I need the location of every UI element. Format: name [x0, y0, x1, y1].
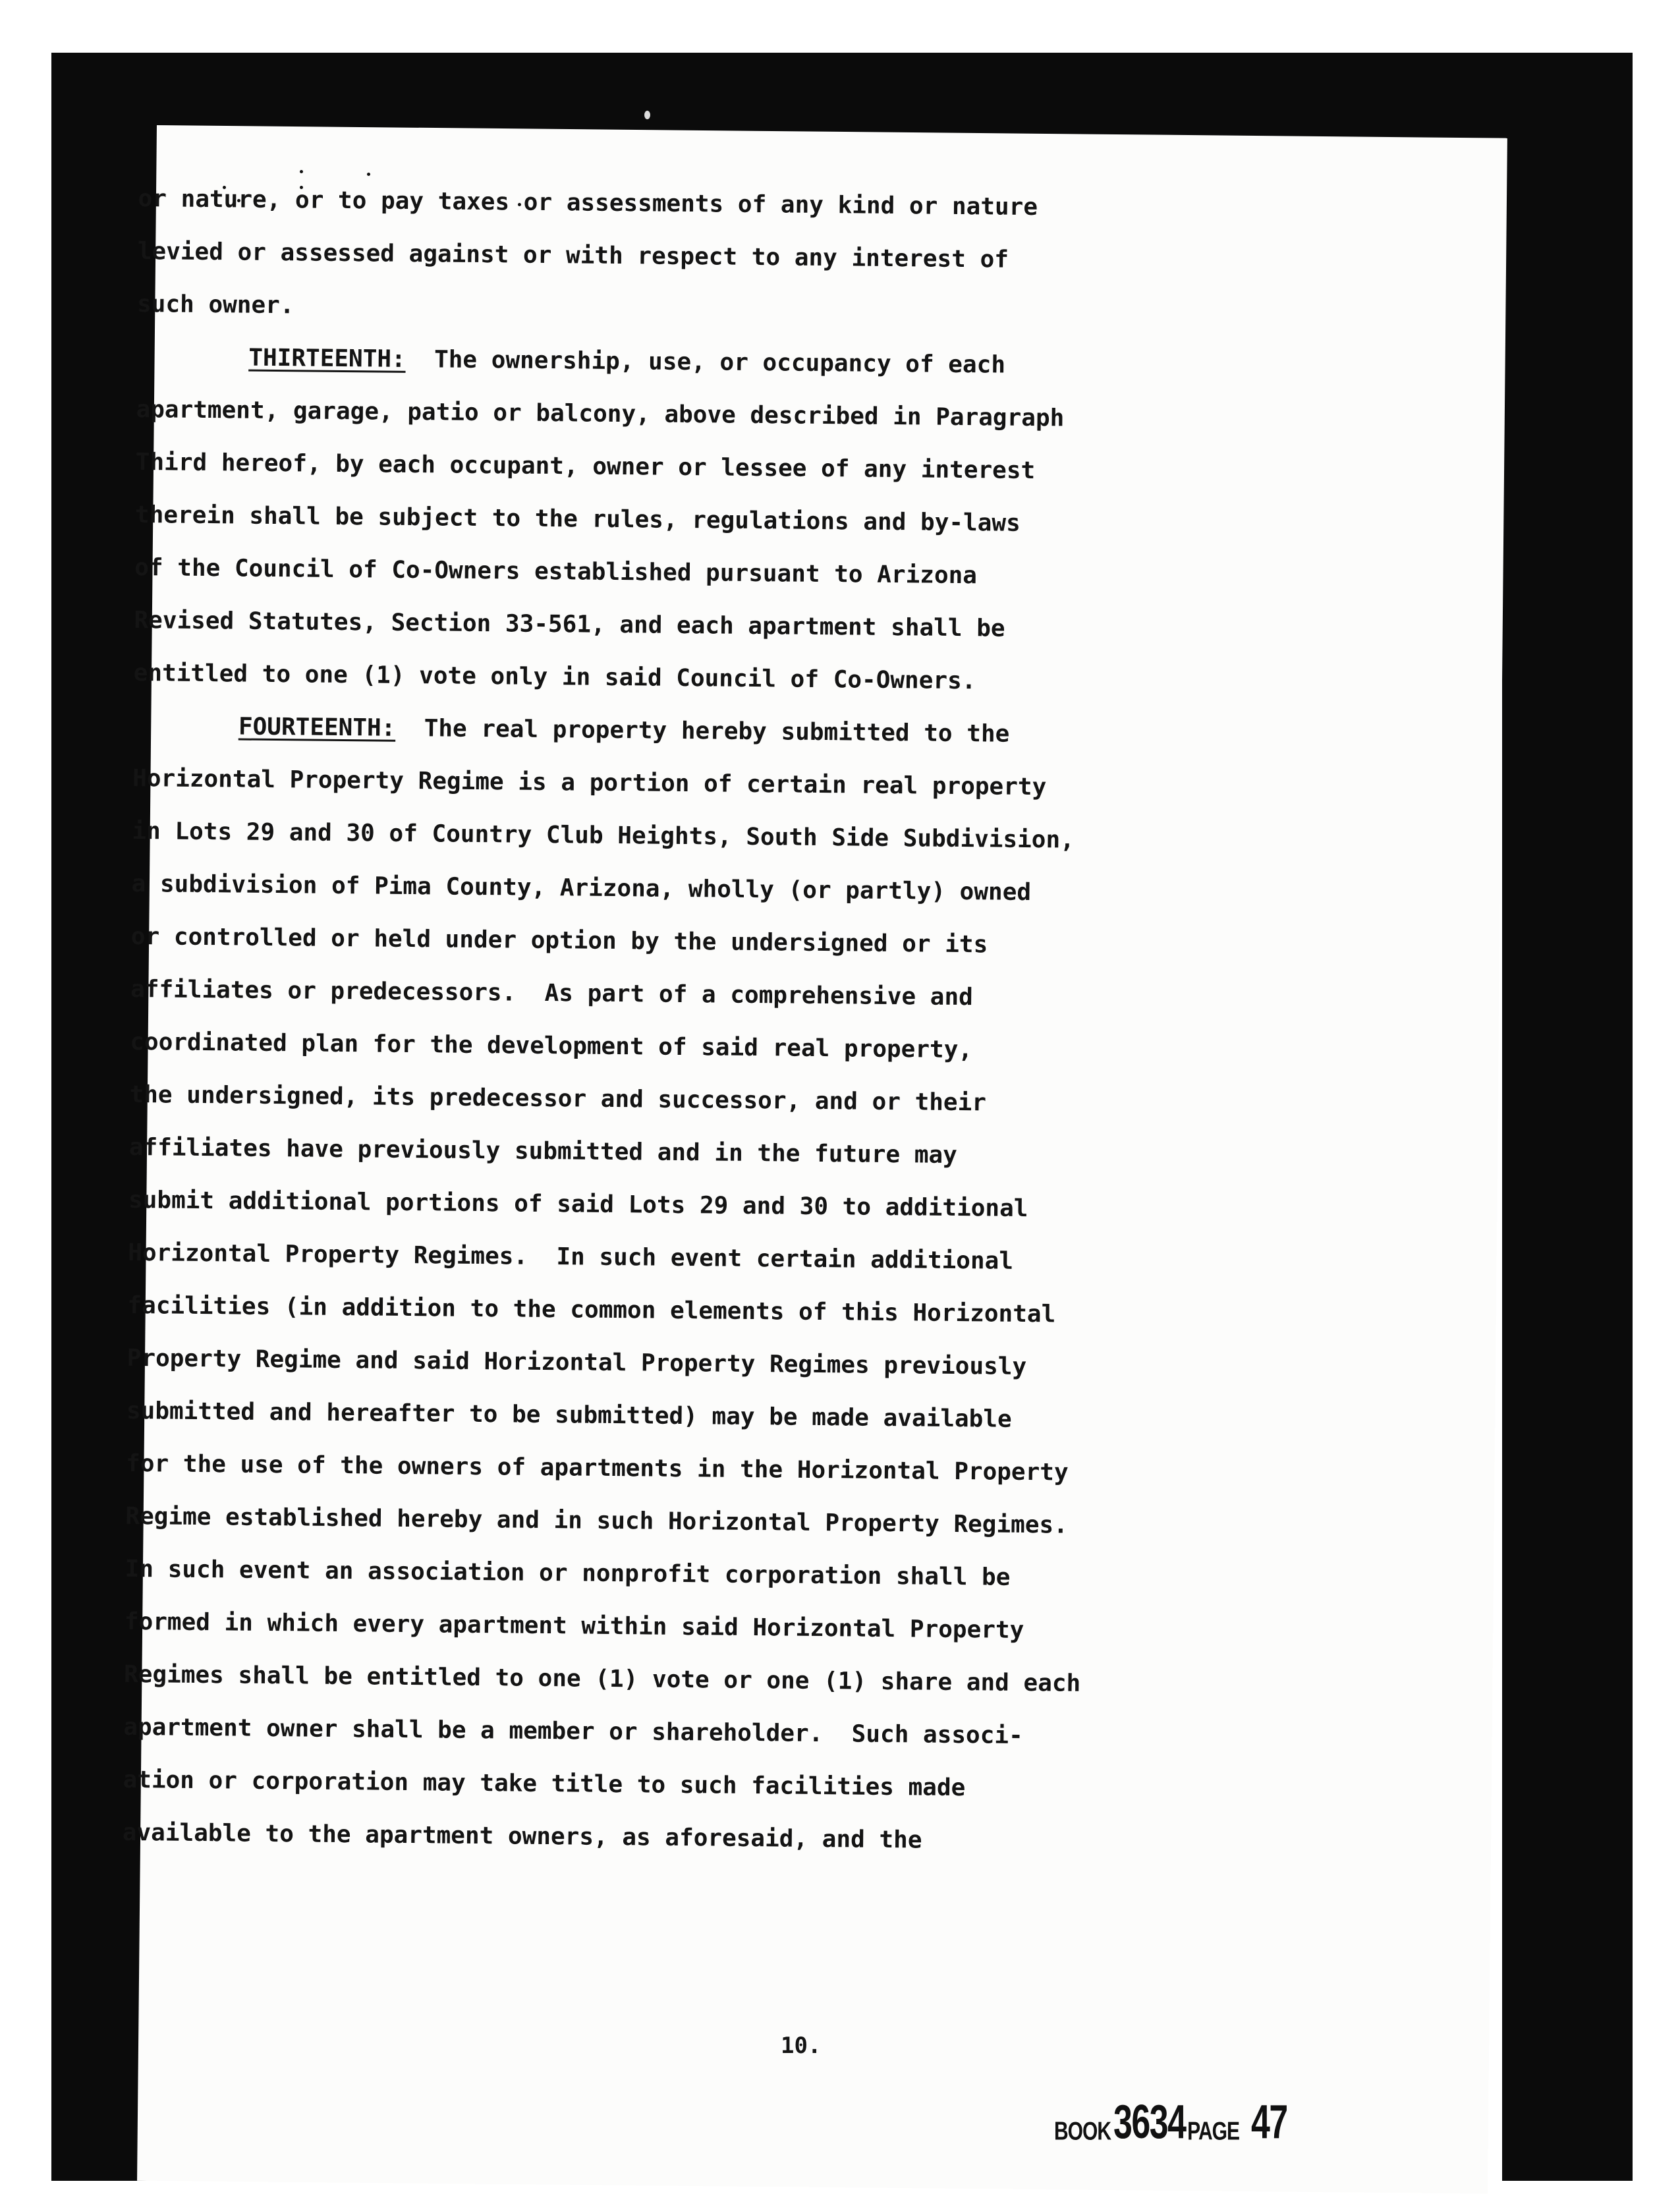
page-number: 10. [781, 2033, 822, 2059]
text-line: formed in which every apartment within said Horizontal Property [124, 1608, 1024, 1645]
text-line: available to the apartment owners, as aforesaid, and the [122, 1818, 922, 1854]
book-page-stamp [1054, 2095, 1301, 2149]
text-line: coordinated plan for the development of said real property, [130, 1028, 973, 1064]
page-value: 47 [1250, 2096, 1287, 2149]
text-line: Horizontal Property Regimes. In such event certain additional [128, 1239, 1014, 1275]
book-number: 3634 [1113, 2096, 1186, 2149]
page-label: PAGE [1187, 2117, 1239, 2146]
line-text: The real property hereby submitted to the [395, 714, 1010, 748]
text-line: a subdivision of Pima County, Arizona, wholly (or partly) owned [131, 870, 1032, 907]
text-line: affiliates or predecessors. As part of a comprehensive and [130, 975, 974, 1011]
text-line: Revised Statutes, Section 33-561, and each apartment shall be [134, 606, 1005, 642]
text-line: for the use of the owners of apartments in the Horizontal Property [125, 1449, 1069, 1486]
scan-speck [300, 170, 303, 173]
text-line: of the Council of Co-Owners established pursuant to Arizona [134, 553, 978, 590]
text-line: affiliates have previously submitted and in the future may [128, 1133, 958, 1169]
text-line: Regimes shall be entitled to one (1) vote or one (1) share and each [123, 1660, 1081, 1697]
line-text: The ownership, use, or occupancy of each [405, 345, 1006, 379]
text-line: or controlled or held under option by the undersigned or its [130, 922, 988, 959]
text-line: apartment, garage, patio or balcony, above described in Paragraph [136, 395, 1065, 432]
section-heading: FOURTEENTH: [238, 713, 396, 742]
text-line: the undersigned, its predecessor and successor, and or their [129, 1081, 987, 1117]
text-line: entitled to one (1) vote only in said Council of Co-Owners. [133, 659, 976, 695]
text-line: Third hereof, by each occupant, owner or lessee of any interest [135, 448, 1036, 485]
scan-border-right [1502, 53, 1633, 2181]
text-line: facilities (in addition to the common elements of this Horizontal [127, 1291, 1056, 1328]
text-line: submitted and hereafter to be submitted) may be made available [126, 1397, 1012, 1433]
text-line: such owner. [136, 290, 294, 320]
book-label: BOOK [1054, 2117, 1111, 2146]
text-line: Property Regime and said Horizontal Property Regimes previously [126, 1344, 1027, 1381]
text-line: apartment owner shall be a member or shareholder. Such associ- [123, 1713, 1023, 1749]
section-heading: THIRTEENTH: [248, 344, 406, 373]
text-line: therein shall be subject to the rules, regulations and by-laws [134, 501, 1021, 537]
text-line: levied or assessed against or with respect to any interest of [137, 237, 1009, 273]
text-line: Horizontal Property Regime is a portion of certain real property [132, 764, 1047, 801]
text-line: Regime established hereby and in such Horizontal Property Regimes. [125, 1502, 1069, 1539]
text-line: or nature, or to pay taxes or assessments of any kind or nature [138, 184, 1038, 221]
document-body [122, 173, 1389, 1871]
text-line: submit additional portions of said Lots 29 and 30 to additional [128, 1186, 1028, 1223]
scan-speck [644, 111, 650, 119]
text-line: ation or corporation may take title to such facilities made [123, 1766, 966, 1802]
text-line: in Lots 29 and 30 of Country Club Heights, South Side Subdivision, [132, 817, 1075, 854]
text-line: In such event an association or nonprofit corporation shall be [125, 1555, 1011, 1591]
